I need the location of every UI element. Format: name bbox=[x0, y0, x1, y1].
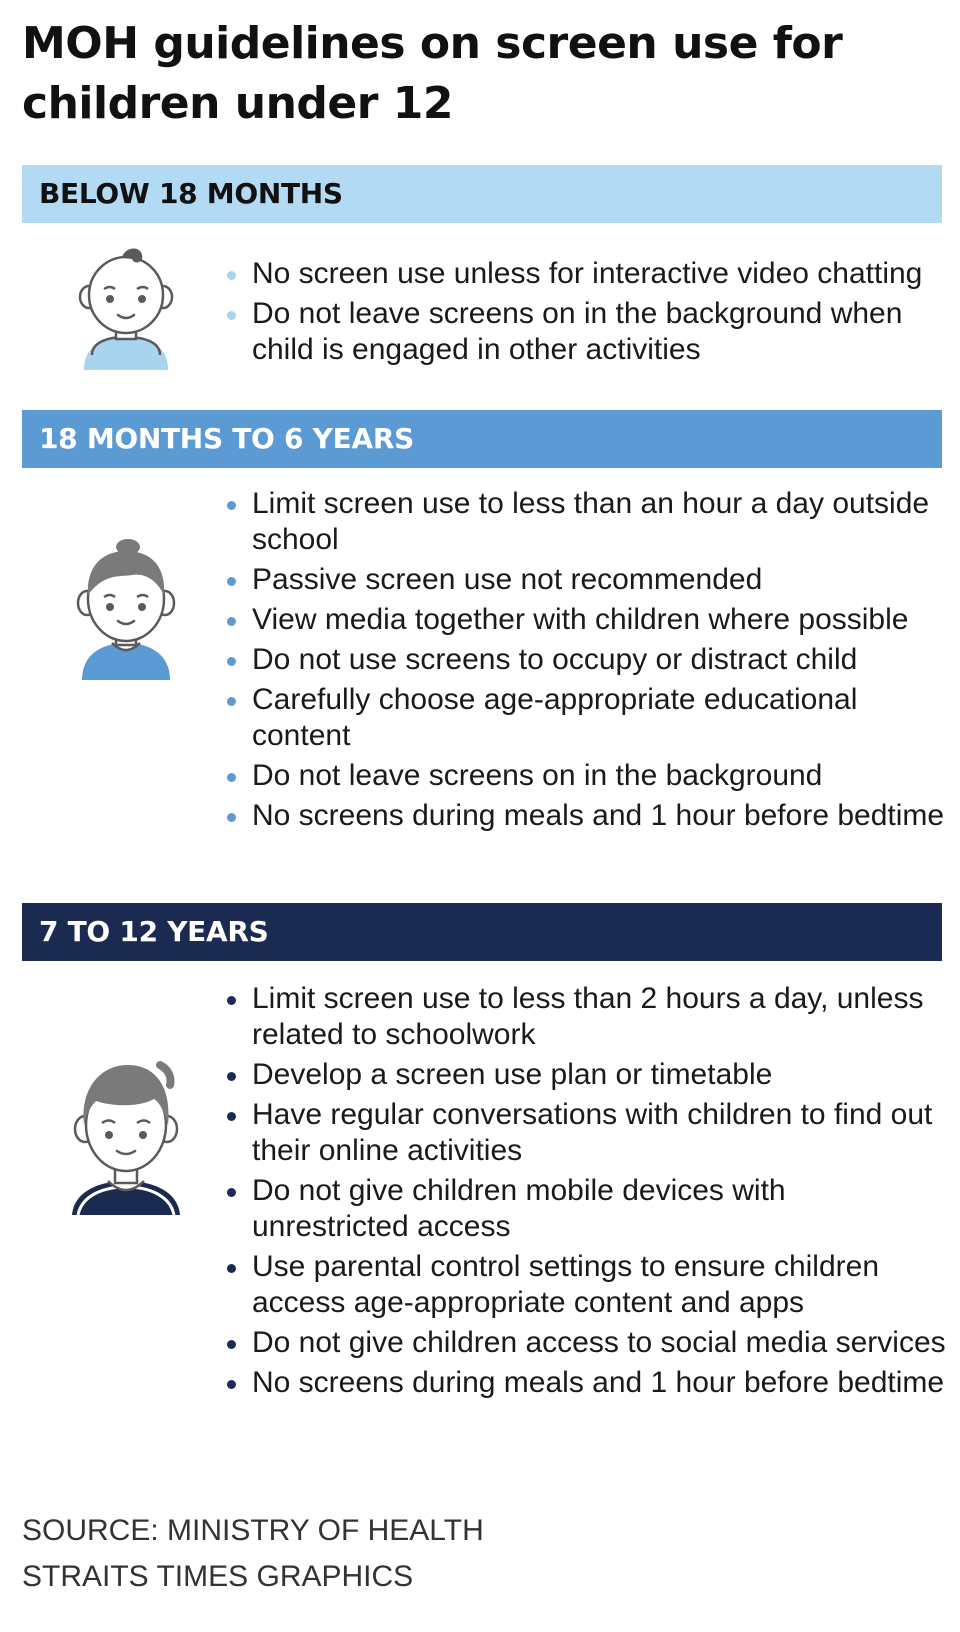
source-line: SOURCE: MINISTRY OF HEALTH bbox=[22, 1514, 484, 1547]
list-item: Limit screen use to less than an hour a day outside school bbox=[222, 486, 947, 558]
list-item: Use parental control settings to ensure children access age-appropriate content and apps bbox=[222, 1249, 947, 1321]
list-item: Do not use screens to occupy or distract child bbox=[222, 642, 947, 678]
list-item: View media together with children where possible bbox=[222, 602, 947, 638]
section-1-list bbox=[222, 256, 947, 372]
list-item: Have regular conversations with children to find out their online activities bbox=[222, 1097, 947, 1169]
list-item: Do not leave screens on in the background bbox=[222, 758, 947, 794]
list-item: Do not give children mobile devices with unrestricted access bbox=[222, 1173, 947, 1245]
list-item: Do not leave screens on in the background when child is engaged in other activities bbox=[222, 296, 947, 368]
list-item: No screens during meals and 1 hour before bedtime bbox=[222, 1365, 947, 1401]
list-item: Limit screen use to less than 2 hours a day, unless related to schoolwork bbox=[222, 981, 947, 1053]
child-face-icon bbox=[64, 1055, 189, 1215]
section-2-list bbox=[222, 486, 947, 838]
section-heading-below-18-months: BELOW 18 MONTHS bbox=[22, 165, 942, 223]
section-3-list bbox=[222, 981, 947, 1405]
section-heading-7-to-12-years: 7 TO 12 YEARS bbox=[22, 903, 942, 961]
section-heading-18-months-to-6-years: 18 MONTHS TO 6 YEARS bbox=[22, 410, 942, 468]
page-title: MOH guidelines on screen use for children under 12 bbox=[22, 18, 843, 129]
list-item: Develop a screen use plan or timetable bbox=[222, 1057, 947, 1093]
toddler-face-icon bbox=[64, 535, 189, 680]
baby-face-icon bbox=[64, 245, 189, 370]
footer-credits bbox=[22, 1508, 484, 1600]
list-item: Do not give children access to social media services bbox=[222, 1325, 947, 1361]
list-item: Carefully choose age-appropriate educational content bbox=[222, 682, 947, 754]
list-item: Passive screen use not recommended bbox=[222, 562, 947, 598]
credit-line: STRAITS TIMES GRAPHICS bbox=[22, 1560, 414, 1593]
list-item: No screens during meals and 1 hour before bedtime bbox=[222, 798, 947, 834]
list-item: No screen use unless for interactive video chatting bbox=[222, 256, 947, 292]
